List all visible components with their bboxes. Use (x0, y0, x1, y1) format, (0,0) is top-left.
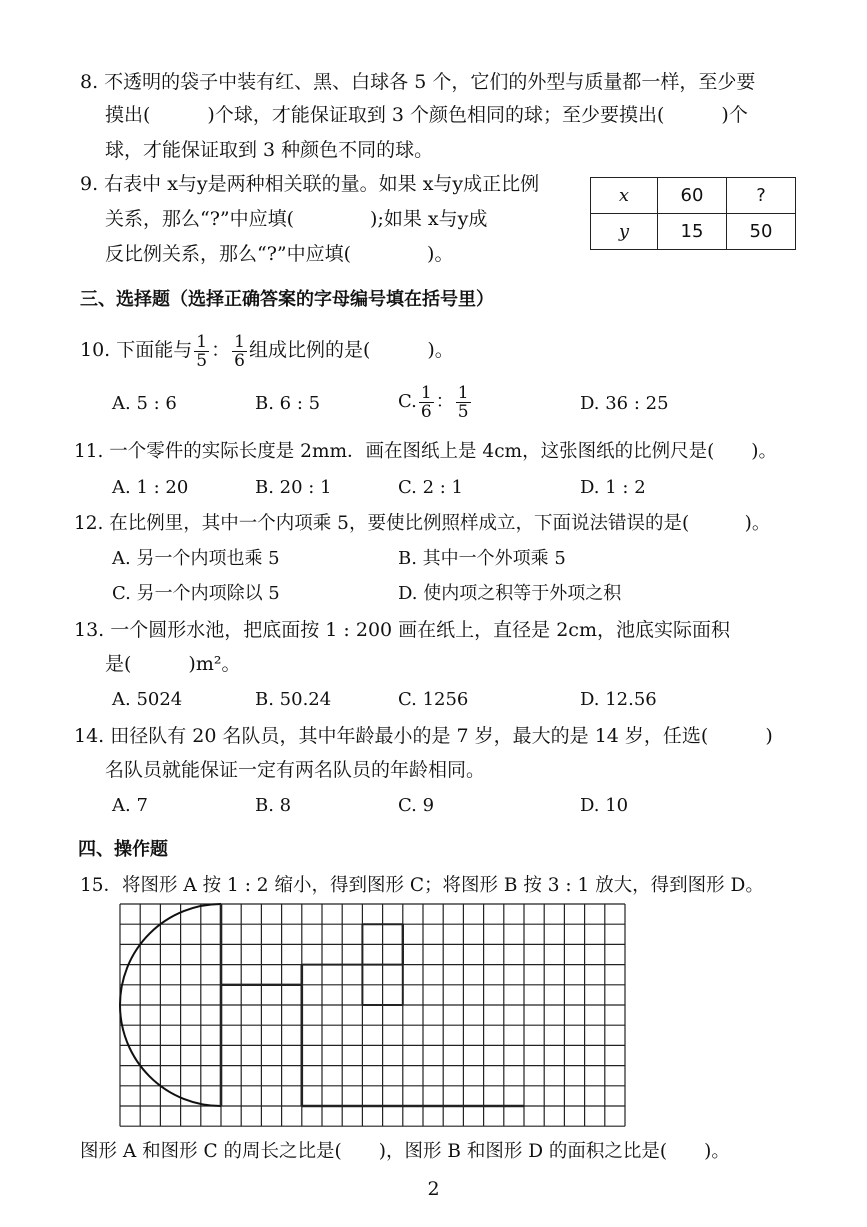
fraction-numerator: 1 (196, 331, 208, 352)
table-cell: y (591, 214, 658, 250)
table-cell: x (591, 178, 658, 214)
q11-option-b: B. 20 : 1 (255, 477, 332, 498)
q10-option-d: D. 36 : 25 (580, 393, 669, 414)
q10-prefix: 10. 下面能与 (80, 339, 193, 361)
q14-option-a: A. 7 (112, 795, 148, 816)
q14-line2: 名队员就能保证一定有两名队员的年龄相同。 (105, 759, 486, 781)
colon: ： (435, 391, 454, 412)
q14-line1: 14. 田径队有 20 名队员，其中年龄最小的是 7 岁，最大的是 14 岁，任选( ) (74, 725, 773, 747)
table-cell: 60 (658, 178, 727, 214)
q9-line3: 反比例关系，那么“?”中应填( )。 (105, 243, 454, 265)
q11-option-c: C. 2 : 1 (398, 477, 463, 498)
fraction-denominator: 6 (234, 350, 245, 371)
q14-option-c: C. 9 (398, 795, 435, 816)
fraction-numerator: 1 (420, 382, 432, 403)
q13-option-d: D. 12.56 (580, 689, 657, 710)
table-cell: 50 (727, 214, 796, 250)
q9-line1: 9. 右表中 x与y是两种相关联的量。如果 x与y成正比例 (80, 173, 540, 195)
fraction-numerator: 1 (457, 382, 469, 403)
q12-option-c: C. 另一个内项除以 5 (112, 583, 280, 604)
q13-line2: 是( )m²。 (105, 653, 241, 675)
colon: ： (211, 339, 231, 361)
table-cell: 15 (658, 214, 727, 250)
q12-option-b: B. 其中一个外项乘 5 (398, 548, 566, 569)
page-number: 2 (427, 1178, 440, 1200)
q13-option-b: B. 50.24 (255, 689, 332, 710)
q15-stem: 15．将图形 A 按 1 : 2 缩小，得到图形 C；将图形 B 按 3 : 1 放大，得到图形 D。 (80, 875, 764, 896)
table-cell: ? (727, 178, 796, 214)
section-heading-operation: 四、操作题 (78, 839, 168, 860)
q13-option-c: C. 1256 (398, 689, 469, 710)
q14-option-d: D. 10 (580, 795, 629, 816)
q10-suffix: 组成比例的是( )。 (248, 339, 454, 361)
q12-option-a: A. 另一个内项也乘 5 (112, 548, 280, 569)
fraction-denominator: 6 (420, 401, 432, 422)
q15-footer: 图形 A 和图形 C 的周长之比是( )，图形 B 和图形 D 的面积之比是( )。 (80, 1141, 730, 1162)
fraction-numerator: 1 (234, 331, 245, 352)
q10-option-a: A. 5 : 6 (112, 393, 177, 414)
fraction-denominator: 5 (457, 401, 469, 422)
q11-option-d: D. 1 : 2 (580, 477, 646, 498)
q14-option-b: B. 8 (255, 795, 292, 816)
q12-stem: 12. 在比例里，其中一个内项乘 5，要使比例照样成立，下面说法错误的是( )。 (74, 513, 771, 534)
q12-option-d: D. 使内项之积等于外项之积 (398, 583, 622, 604)
q10-option-b: B. 6 : 5 (255, 393, 321, 414)
section-heading-choice: 三、选择题（选择正确答案的字母编号填在括号里） (80, 289, 494, 310)
q8-line2: 摸出( )个球，才能保证取到 3 个颜色相同的球；至少要摸出( )个 (105, 104, 748, 126)
q11-stem: 11. 一个零件的实际长度是 2mm．画在图纸上是 4cm，这张图纸的比例尺是( )。 (74, 441, 778, 462)
option-letter: C. (398, 391, 417, 412)
fraction-denominator: 5 (196, 350, 208, 371)
q8-line3: 球，才能保证取到 3 种颜色不同的球。 (105, 139, 434, 161)
q13-option-a: A. 5024 (112, 689, 183, 710)
q9-line2: 关系，那么“?”中应填( );如果 x与y成 (105, 208, 488, 230)
q13-line1: 13. 一个圆形水池，把底面按 1 : 200 画在纸上，直径是 2cm，池底实际面积 (74, 619, 730, 641)
q8-line1: 8. 不透明的袋子中装有红、黑、白球各 5 个，它们的外型与质量都一样，至少要 (80, 71, 756, 93)
q11-option-a: A. 1 : 20 (112, 477, 189, 498)
